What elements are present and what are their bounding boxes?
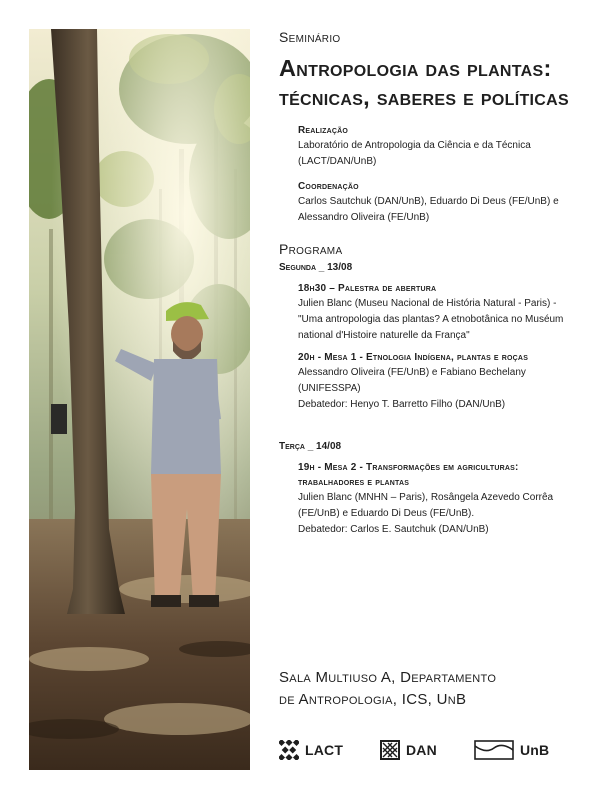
unb-logo bbox=[474, 738, 549, 762]
coordenacao-text: Carlos Sautchuk (DAN/UnB), Eduardo Di Deus (FE/UnB) e Alessandro Oliveira (FE/UnB) bbox=[298, 196, 559, 223]
programa-heading: Programa bbox=[279, 241, 343, 257]
venue-line-1: Sala Multiuso A, Departamento bbox=[279, 669, 497, 686]
institution-logos bbox=[279, 738, 569, 762]
event-type-label: Seminário bbox=[279, 29, 341, 45]
program-event bbox=[298, 350, 579, 413]
event-debater: Debatedor: Henyo T. Barretto Filho (DAN/UnB) bbox=[298, 399, 506, 410]
lact-logo-text: LACT bbox=[305, 742, 344, 758]
dan-logo bbox=[380, 738, 437, 762]
realizacao-section bbox=[298, 124, 579, 170]
coordenacao-section bbox=[298, 180, 579, 226]
event-time-title: 19h - Mesa 2 - Transformações em agriculturas: trabalhadores e plantas bbox=[298, 462, 519, 488]
coordenacao-label: Coordenação bbox=[298, 181, 359, 192]
event-description: Julien Blanc (MNHN – Paris), Rosângela Azevedo Corrêa (FE/UnB) e Eduardo Di Deus (FE/UnB). bbox=[298, 492, 554, 519]
photo-man-tapping-rubber-tree bbox=[29, 29, 250, 770]
lact-mark-icon bbox=[279, 740, 299, 760]
dan-mark-icon bbox=[380, 740, 400, 760]
unb-mark-icon bbox=[474, 740, 514, 760]
event-description: Julien Blanc (Museu Nacional de História Natural - Paris) - "Uma antropologia das plantas? A etnobotânica no Muséum national d'Histoire naturelle da França" bbox=[298, 298, 564, 341]
event-time-title: 20h - Mesa 1 - Etnologia Indígena, plantas e roças bbox=[298, 352, 529, 363]
event-debater: Debatedor: Carlos E. Sautchuk (DAN/UnB) bbox=[298, 524, 489, 535]
venue-address bbox=[279, 667, 579, 711]
dan-logo-text: DAN bbox=[406, 742, 437, 758]
event-description: Alessandro Oliveira (FE/UnB) e Fabiano Bechelany (UNIFESSPA) bbox=[298, 367, 526, 394]
program-event bbox=[298, 460, 579, 538]
venue-line-2: de Antropologia, ICS, UnB bbox=[279, 691, 467, 708]
day-label: Terça _ 14/08 bbox=[279, 441, 342, 452]
event-title: Antropologia das plantas: técnicas, saberes e políticas bbox=[279, 55, 569, 110]
realizacao-label: Realização bbox=[298, 125, 349, 136]
poster-text-column bbox=[279, 28, 579, 544]
forest-photo-illustration bbox=[29, 29, 250, 770]
realizacao-text: Laboratório de Antropologia da Ciência e da Técnica (LACT/DAN/UnB) bbox=[298, 140, 531, 167]
program-event bbox=[298, 281, 579, 344]
unb-logo-text: UnB bbox=[520, 742, 550, 758]
event-time-title: 18h30 – Palestra de abertura bbox=[298, 283, 437, 294]
day-label: Segunda _ 13/08 bbox=[279, 262, 353, 273]
lact-logo bbox=[279, 738, 343, 762]
